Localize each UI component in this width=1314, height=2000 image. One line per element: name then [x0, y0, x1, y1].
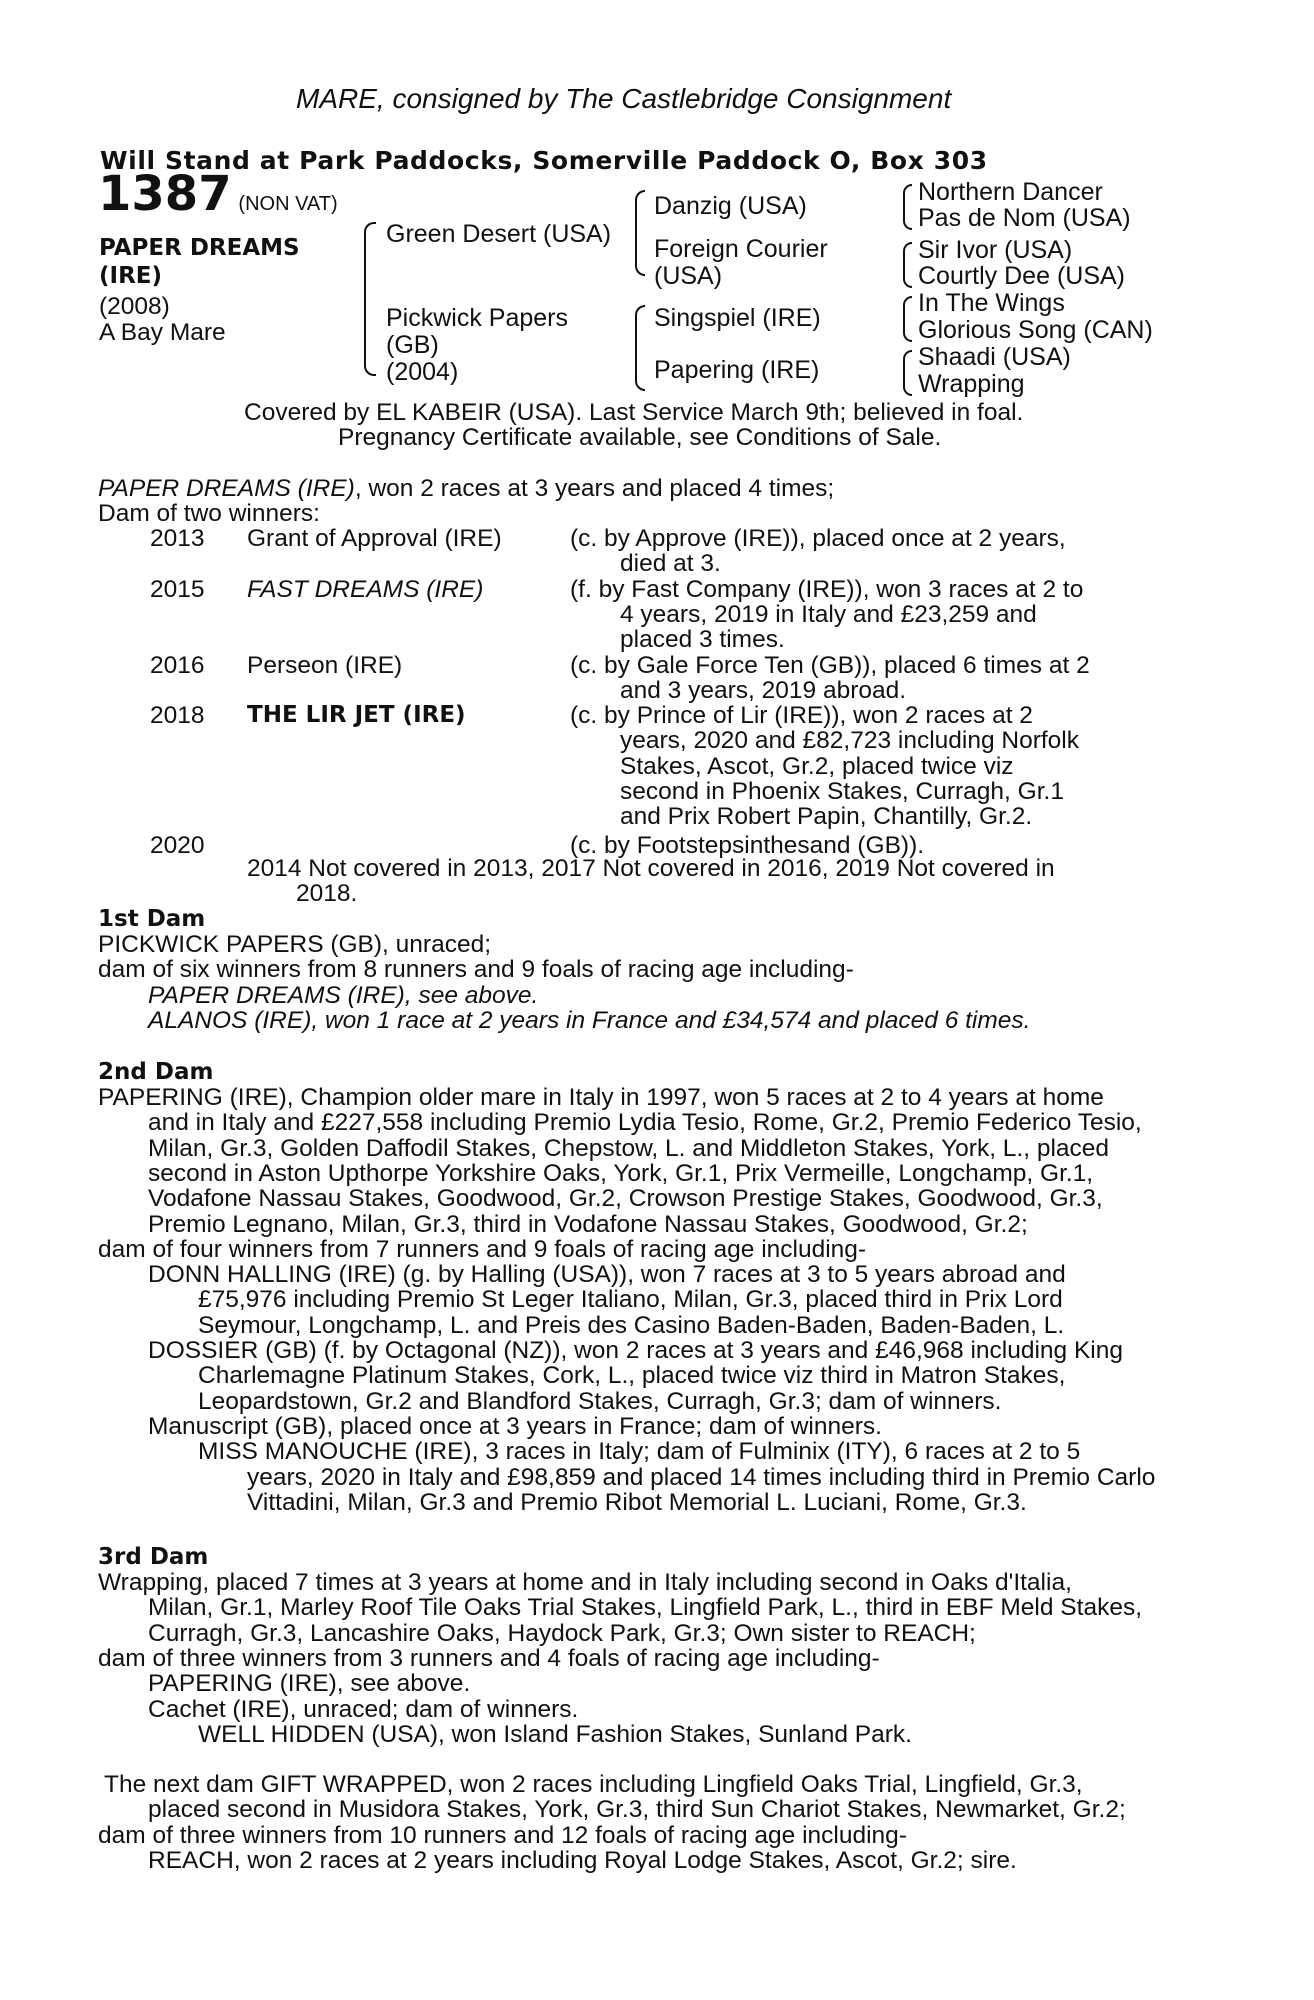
dam2-line: Premio Legnano, Milan, Gr.3, third in Vodafone Nassau Stakes, Goodwood, Gr.2; [148, 1210, 1028, 1238]
dam-name-line3: (2004) [386, 358, 459, 386]
covered-line1: Covered by EL KABEIR (USA). Last Service March 9th; believed in foal. [244, 399, 1024, 426]
dam2-line: Vodafone Nassau Stakes, Goodwood, Gr.2, Crowson Prestige Stakes, Goodwood, Gr.3, [148, 1185, 1103, 1213]
produce-detail-line: (c. by Approve (IRE)), placed once at 2 years, [570, 525, 1066, 552]
dam3-line: WELL HIDDEN (USA), won Island Fashion Stakes, Sunland Park. [198, 1720, 912, 1748]
pedigree-brace-dd [903, 350, 912, 396]
produce-name: THE LIR JET (IRE) [247, 702, 466, 729]
pedigree-brace-dam [635, 305, 645, 391]
produce-detail-line: Stakes, Ascot, Gr.2, placed twice viz [620, 752, 1014, 780]
dam1-line: PICKWICK PAPERS (GB), unraced; [98, 931, 492, 958]
sire-sire: Danzig (USA) [654, 192, 807, 220]
produce-detail-line: (c. by Footstepsinthesand (GB)). [570, 831, 925, 859]
nextdam-line: dam of three winners from 10 runners and 12 foals of racing age including- [98, 1821, 907, 1849]
dam3-line: PAPERING (IRE), see above. [148, 1670, 471, 1698]
horse-year: (2008) [99, 293, 170, 320]
produce-detail-line: second in Phoenix Stakes, Curragh, Gr.1 [620, 778, 1064, 805]
nextdam-line: The next dam GIFT WRAPPED, won 2 races including Lingfield Oaks Trial, Lingfield, Gr.3, [104, 1771, 1083, 1798]
dam3-line: Cachet (IRE), unraced; dam of winners. [148, 1695, 579, 1723]
produce-dam-of: Dam of two winners: [98, 500, 320, 527]
dam2-line: Leopardstown, Gr.2 and Blandford Stakes, Curragh, Gr.3; dam of winners. [198, 1387, 1002, 1415]
dam3-line: Milan, Gr.1, Marley Roof Tile Oaks Trial Stakes, Lingfield Park, L., third in EBF Meld Stakes, [148, 1594, 1142, 1622]
dam3-line: Curragh, Gr.3, Lancashire Oaks, Haydock Park, Gr.3; Own sister to REACH; [148, 1619, 976, 1647]
dam2-line: MISS MANOUCHE (IRE), 3 races in Italy; dam of Fulminix (ITY), 6 races at 2 to 5 [198, 1438, 1081, 1466]
dam2-line: dam of four winners from 7 runners and 9 foals of racing age including- [98, 1235, 867, 1263]
covered-line2: Pregnancy Certificate available, see Conditions of Sale. [338, 424, 942, 451]
dam1-line: PAPER DREAMS (IRE), see above. [148, 981, 539, 1009]
produce-intro-name: PAPER DREAMS (IRE) [98, 475, 355, 502]
produce-detail-line: (f. by Fast Company (IRE)), won 3 races at 2 to [570, 575, 1084, 603]
dam3-line: dam of three winners from 3 runners and 4 foals of racing age including- [98, 1644, 880, 1672]
produce-intro-text: , won 2 races at 3 years and placed 4 times; [354, 475, 835, 502]
produce-detail-line: and Prix Robert Papin, Chantilly, Gr.2. [620, 803, 1033, 831]
produce-detail-line: placed 3 times. [620, 626, 785, 654]
dam-sire: Singspiel (IRE) [654, 304, 821, 332]
dam2-line: Charlemagne Platinum Stakes, Cork, L., placed twice viz third in Matron Stakes, [198, 1362, 1066, 1390]
pedigree-brace-sd [903, 242, 912, 288]
produce-detail-line: (c. by Gale Force Ten (GB)), placed 6 times at 2 [570, 651, 1090, 679]
horse-name-line1: PAPER DREAMS [99, 235, 300, 261]
produce-detail-line: 4 years, 2019 in Italy and £23,259 and [620, 600, 1037, 628]
lot-number-block [98, 166, 338, 222]
produce-year: 2013 [150, 525, 205, 552]
sire-dam-line1: Foreign Courier [654, 235, 828, 263]
not-covered-line2: 2018. [296, 880, 358, 907]
vat-status: (NON VAT) [238, 193, 338, 215]
produce-year: 2020 [150, 831, 205, 859]
dam2-line: PAPERING (IRE), Champion older mare in Italy in 1997, won 5 races at 2 to 4 years at home [98, 1084, 1104, 1111]
not-covered-line1: 2014 Not covered in 2013, 2017 Not covered in 2016, 2019 Not covered in [247, 855, 1055, 882]
dam2-line: second in Aston Upthorpe Yorkshire Oaks, York, Gr.1, Prix Vermeille, Longchamp, Gr.1, [148, 1159, 1094, 1187]
dam-name-line1: Pickwick Papers [386, 304, 568, 332]
nextdam-line: REACH, won 2 races at 2 years including Royal Lodge Stakes, Ascot, Gr.2; sire. [148, 1846, 1017, 1874]
produce-year: 2018 [150, 702, 205, 730]
produce-detail-line: (c. by Prince of Lir (IRE)), won 2 races at 2 [570, 702, 1033, 730]
dam3-heading: 3rd Dam [98, 1544, 209, 1570]
dam-dam: Papering (IRE) [654, 356, 820, 384]
dam-sire-dam: Glorious Song (CAN) [918, 316, 1153, 344]
sire-sire-sire: Northern Dancer [918, 178, 1103, 206]
dam3-line: Wrapping, placed 7 times at 3 years at home and in Italy including second in Oaks d'Italia, [98, 1569, 1072, 1596]
dam2-line: Seymour, Longchamp, L. and Preis des Casino Baden-Baden, Baden-Baden, L. [198, 1311, 1065, 1339]
produce-detail-line: died at 3. [620, 550, 721, 578]
nextdam-line: placed second in Musidora Stakes, York, Gr.3, third Sun Chariot Stakes, Newmarket, Gr.2; [148, 1796, 1126, 1824]
dam-name-line2: (GB) [386, 331, 439, 359]
dam1-heading: 1st Dam [98, 906, 206, 932]
dam-dam-dam: Wrapping [918, 370, 1025, 398]
consignor-title: MARE, consigned by The Castlebridge Consignment [296, 83, 952, 114]
dam1-line: ALANOS (IRE), won 1 race at 2 years in France and £34,574 and placed 6 times. [148, 1006, 1031, 1034]
sire-sire-dam: Pas de Nom (USA) [918, 204, 1131, 232]
dam2-line: Milan, Gr.3, Golden Daffodil Stakes, Chepstow, L. and Middleton Stakes, York, L., placed [148, 1134, 1110, 1162]
dam-sire-sire: In The Wings [918, 289, 1065, 317]
horse-name-line2: (IRE) [99, 263, 163, 289]
dam-dam-sire: Shaadi (USA) [918, 343, 1071, 371]
location-line: Will Stand at Park Paddocks, Somerville Paddock O, Box 303 [100, 146, 988, 175]
sire-dam-sire: Sir Ivor (USA) [918, 236, 1073, 264]
dam2-line: and in Italy and £227,558 including Premio Lydia Tesio, Rome, Gr.2, Premio Federico Tesio, [148, 1109, 1142, 1137]
dam2-heading: 2nd Dam [98, 1059, 214, 1085]
produce-name: Perseon (IRE) [247, 651, 403, 679]
pedigree-brace-main [364, 222, 376, 376]
produce-name: FAST DREAMS (IRE) [247, 575, 484, 603]
pedigree-brace-sire [635, 190, 645, 276]
dam2-line: Vittadini, Milan, Gr.3 and Premio Ribot Memorial L. Luciani, Rome, Gr.3. [247, 1488, 1027, 1516]
sire-dam-dam: Courtly Dee (USA) [918, 262, 1125, 290]
pedigree-brace-ss [903, 184, 912, 230]
produce-detail-line: and 3 years, 2019 abroad. [620, 676, 907, 704]
dam2-line: Manuscript (GB), placed once at 3 years in France; dam of winners. [148, 1412, 882, 1440]
produce-year: 2015 [150, 575, 205, 603]
horse-description: A Bay Mare [99, 319, 226, 346]
dam1-line: dam of six winners from 8 runners and 9 foals of racing age including- [98, 956, 854, 984]
dam2-line: DONN HALLING (IRE) (g. by Halling (USA)), won 7 races at 3 to 5 years abroad and [148, 1261, 1066, 1289]
pedigree-brace-ds [903, 296, 912, 342]
produce-intro [98, 476, 834, 502]
lot-number: 1387 [98, 166, 232, 222]
dam2-line: £75,976 including Premio St Leger Italiano, Milan, Gr.3, placed third in Prix Lord [198, 1286, 1063, 1314]
sire-dam-line2: (USA) [654, 262, 723, 290]
dam2-line: years, 2020 in Italy and £98,859 and placed 14 times including third in Premio Carlo [247, 1463, 1156, 1491]
dam2-line: DOSSIER (GB) (f. by Octagonal (NZ)), won 2 races at 3 years and £46,968 including King [148, 1337, 1123, 1364]
produce-detail-line: years, 2020 and £82,723 including Norfolk [620, 727, 1080, 755]
produce-name: Grant of Approval (IRE) [247, 525, 502, 552]
sire-name: Green Desert (USA) [386, 220, 612, 248]
produce-year: 2016 [150, 651, 205, 679]
